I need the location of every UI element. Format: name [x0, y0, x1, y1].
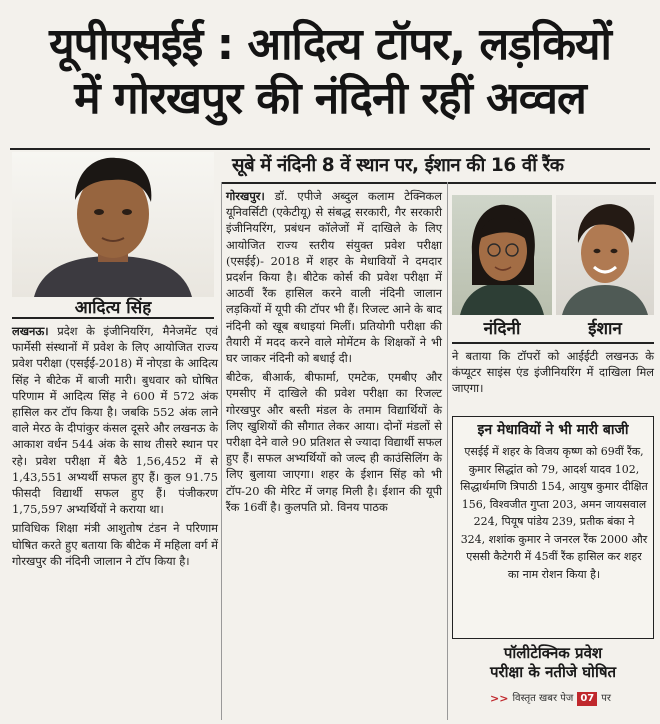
middle-paragraph-2: बीटेक, बीआर्क, बीफार्मा, एमटेक, एमबीए और एमसीए में दाखिले की प्रवेश परीक्षा का रिजल्ट गोरखपुर और बस्ती मंडल के तमाम विद्यार्थियों के लिए खुशियों की सौगात लेकर आया। दोनों मंडलों से परीक्षा देने वाले 90 प्रतिशत से ज्यादा विद्यार्थी सफल हुए हैं। सफल अभ्यर्थियों को जल्द ही काउंसिलिंग के लिए बुलाया जाएगा। शहर के ईशान सिंह को भी टॉप-20 की मेरिट में जगह मिली है। ईशान की यूपी रैंक 16वीं है। कुलपति प्रो. विनय पाठक [226, 370, 442, 514]
nandini-caption: नंदिनी [483, 319, 521, 339]
double-chevron-icon: >> [490, 692, 509, 705]
aditya-photo [12, 152, 214, 297]
right-paragraph-1: ने बताया कि टॉपरों को आईईटी लखनऊ के कंप्यूटर साइंस एंड इंजीनियरिंग में दाखिला मिल जाएगा। [452, 349, 654, 396]
ishan-portrait-illustration [556, 195, 654, 315]
nandini-portrait-illustration [452, 195, 552, 315]
continued-suffix: पर [601, 693, 612, 704]
subheadline: सूबे में नंदिनी 8 वें स्थान पर, ईशान की 16 वीं रैंक [232, 155, 564, 176]
ishan-caption: ईशान [588, 319, 622, 339]
aditya-caption: आदित्य सिंह [12, 297, 214, 319]
left-column [12, 323, 218, 572]
continued-on-page[interactable] [490, 692, 611, 706]
middle-paragraph-1 [226, 188, 442, 366]
column-divider-right [447, 182, 448, 720]
achievers-box-text: एसईई में शहर के विजय कृष्ण को 69वीं रैंक, कुमार सिद्धांत को 79, आदर्श यादव 102, सिद्धार्थमणि त्रिपाठी 154, आयुष कुमार दीक्षित 156, विश्वजीत गुप्ता 203, अमन जायसवाल 224, पियूष पांडेय 239, प्रतीक बंका ने 324, शशांक कुमार ने जनरल रैंक 2000 और एससी कैटेगरी में 45वीं रैंक हासिल कर शहर का नाम रोशन किया है। [460, 445, 648, 581]
aditya-portrait-illustration [12, 152, 214, 297]
left-paragraph-1 [12, 323, 218, 517]
headline-rule [10, 148, 650, 150]
headline-line-2: में गोरखपुर की नंदिनी रहीं अव्वल [74, 73, 586, 124]
left-paragraph-2: प्राविधिक शिक्षा मंत्री आशुतोष टंडन ने परिणाम घोषित करते हुए बताया कि बीटेक में महिला वर्ग में गोरखपुर की नंदिनी जालान ने टॉप किया है। [12, 521, 218, 568]
column-divider-left [221, 182, 222, 720]
subheadline-rule [222, 182, 656, 184]
polytechnic-headline-line-2: परीक्षा के नतीजे घोषित [489, 663, 617, 681]
middle-column [226, 188, 442, 518]
headline-line-1: यूपीएसईई : आदित्य टॉपर, लड़कियों [49, 19, 611, 70]
polytechnic-headline-line-1: पॉलीटेक्निक प्रवेश [503, 644, 603, 662]
headline [8, 18, 652, 126]
page-number-badge: 07 [577, 692, 597, 706]
photo-caption-rule [452, 342, 654, 344]
dateline-gorakhpur: गोरखपुर। [226, 189, 265, 203]
left-paragraph-1-text: प्रदेश के इंजीनियरिंग, मैनेजमेंट एवं फार्मेसी संस्थानों में प्रवेश के लिए आयोजित राज्य प्रवेश परीक्षा (एसईई-2018) में नोएडा के आदित्य सिंह ने बीटेक में बाजी मारी। बुधवार को घोषित परिणाम में आदित्य सिंह ने 600 में 572 अंक हासिल कर टॉप किया है। जबकि 552 अंक लाने वाले मेरठ के दीपांकुर कंसल दूसरे और लखनऊ के आकाश वर्धन 544 अंक के साथ तीसरे स्थान पर रहे। प्रवेश परीक्षा में बैठे 1,56,452 में से 1,43,551 अभ्यर्थी सफल हुए हैं। कुल 91.75 फीसदी विद्यार्थी सफल हुए हैं। पंजीकरण 1,75,597 अभ्यर्थियों ने कराया था। [12, 324, 219, 517]
dateline-lucknow: लखनऊ। [12, 324, 49, 338]
right-column [452, 348, 654, 400]
ishan-photo [556, 195, 654, 315]
polytechnic-headline [452, 644, 654, 682]
nandini-photo [452, 195, 552, 315]
middle-paragraph-1-text: डॉ. एपीजे अब्दुल कलाम टेक्निकल यूनिवर्सिटी (एकेटीयू) से संबद्ध सरकारी, गैर सरकारी इंजीनियरिंग, प्रबंधन कॉलेजों में दाखिले के लिए आयोजित राज्य स्तरीय संयुक्त प्रवेश परीक्षा (एसईई)- 2018 में शहर के मेधावियों ने दमदार प्रदर्शन किया है। बीटेक कोर्स की प्रवेश परीक्षा में आठवीं रैंक हासिल करने वाली नंदिनी जालान लड़कियों में यूपी की टॉपर भी हैं। रिजल्ट आने के बाद नंदिनी को खूब बधाइयां मिलीं। प्रतियोगी परीक्षा की तैयारी में मदद करने वाले मोमेंटम के शिक्षकों ने भी घर जाकर नंदिनी को बधाई दी। [226, 189, 442, 366]
achievers-box-title: इन मेधावियों ने भी मारी बाजी [477, 422, 629, 438]
continued-label: विस्तृत खबर पेज [512, 693, 574, 704]
